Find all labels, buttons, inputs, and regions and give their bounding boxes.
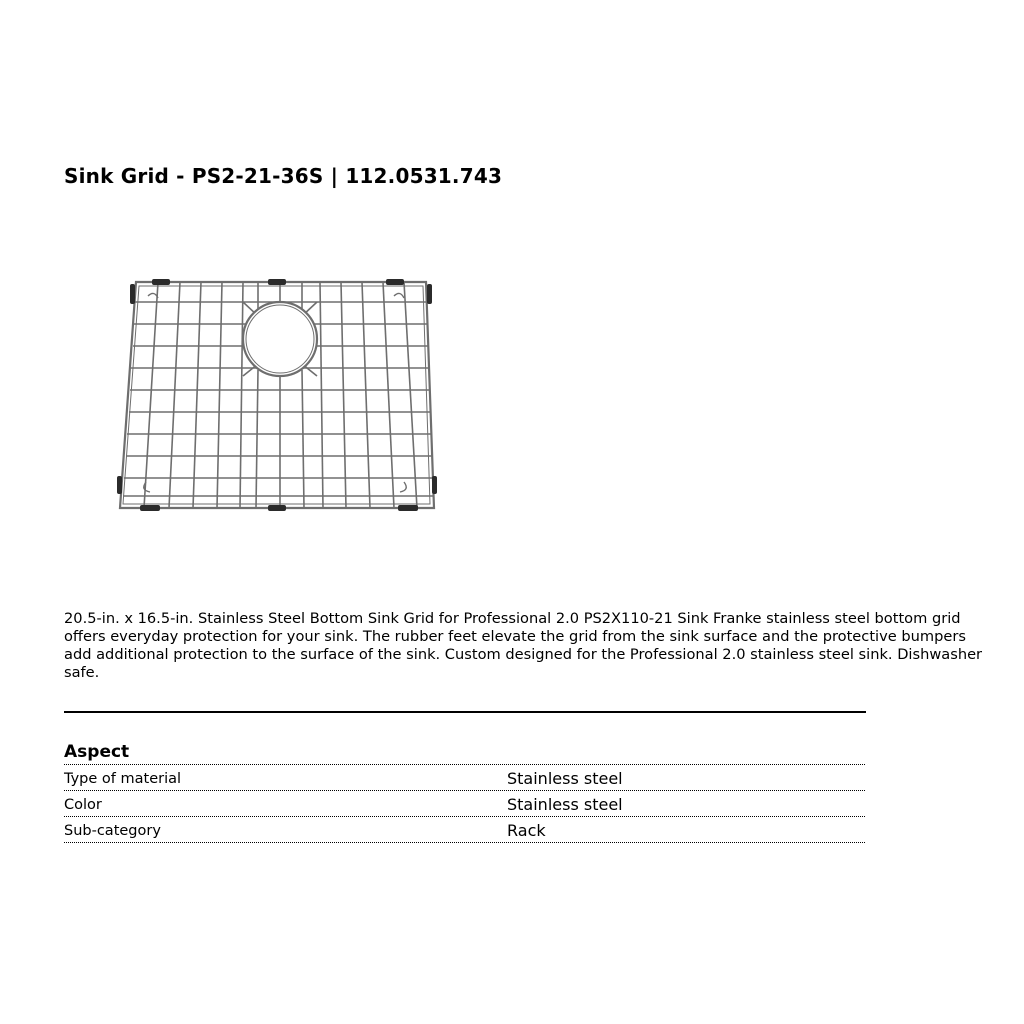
bumper-right-upper [427,284,432,304]
spec-heading: Aspect [64,740,865,765]
spec-row [64,765,865,791]
bumper-bottom-center [268,505,286,511]
product-image [108,272,448,522]
sink-grid-wires [120,282,434,508]
bumper-left-upper [130,284,135,304]
bumper-right-lower [432,476,437,494]
spec-row [64,817,865,843]
bumper-bottom-left [140,505,160,511]
spec-value: Stainless steel [507,769,623,788]
spec-label: Sub-category [64,823,161,839]
section-divider [64,711,866,713]
bumper-top-center [268,279,286,285]
spec-row [64,791,865,817]
bumper-top-left [152,279,170,285]
product-description: 20.5-in. x 16.5-in. Stainless Steel Bottom Sink Grid for Professional 2.0 PS2X110-21 Sink Franke stainless steel bottom grid offers everyday protection for your sink. The rubber feet elevate the grid from the sink surface and the protective bumpers add additional protection to the surface of the sink. Custom designed for the Professional 2.0 stainless steel sink. Dishwasher safe. [64,610,983,681]
spec-label: Type of material [64,771,182,787]
spec-label: Color [64,797,102,813]
spec-table [64,740,865,843]
spec-value: Stainless steel [507,795,623,814]
product-title: Sink Grid - PS2-21-36S | 112.0531.743 [64,164,503,188]
spec-value: Rack [507,821,546,840]
bumper-left-lower [117,476,122,494]
bumper-top-right [386,279,404,285]
drain-ring [243,302,317,376]
bumper-bottom-right [398,505,418,511]
